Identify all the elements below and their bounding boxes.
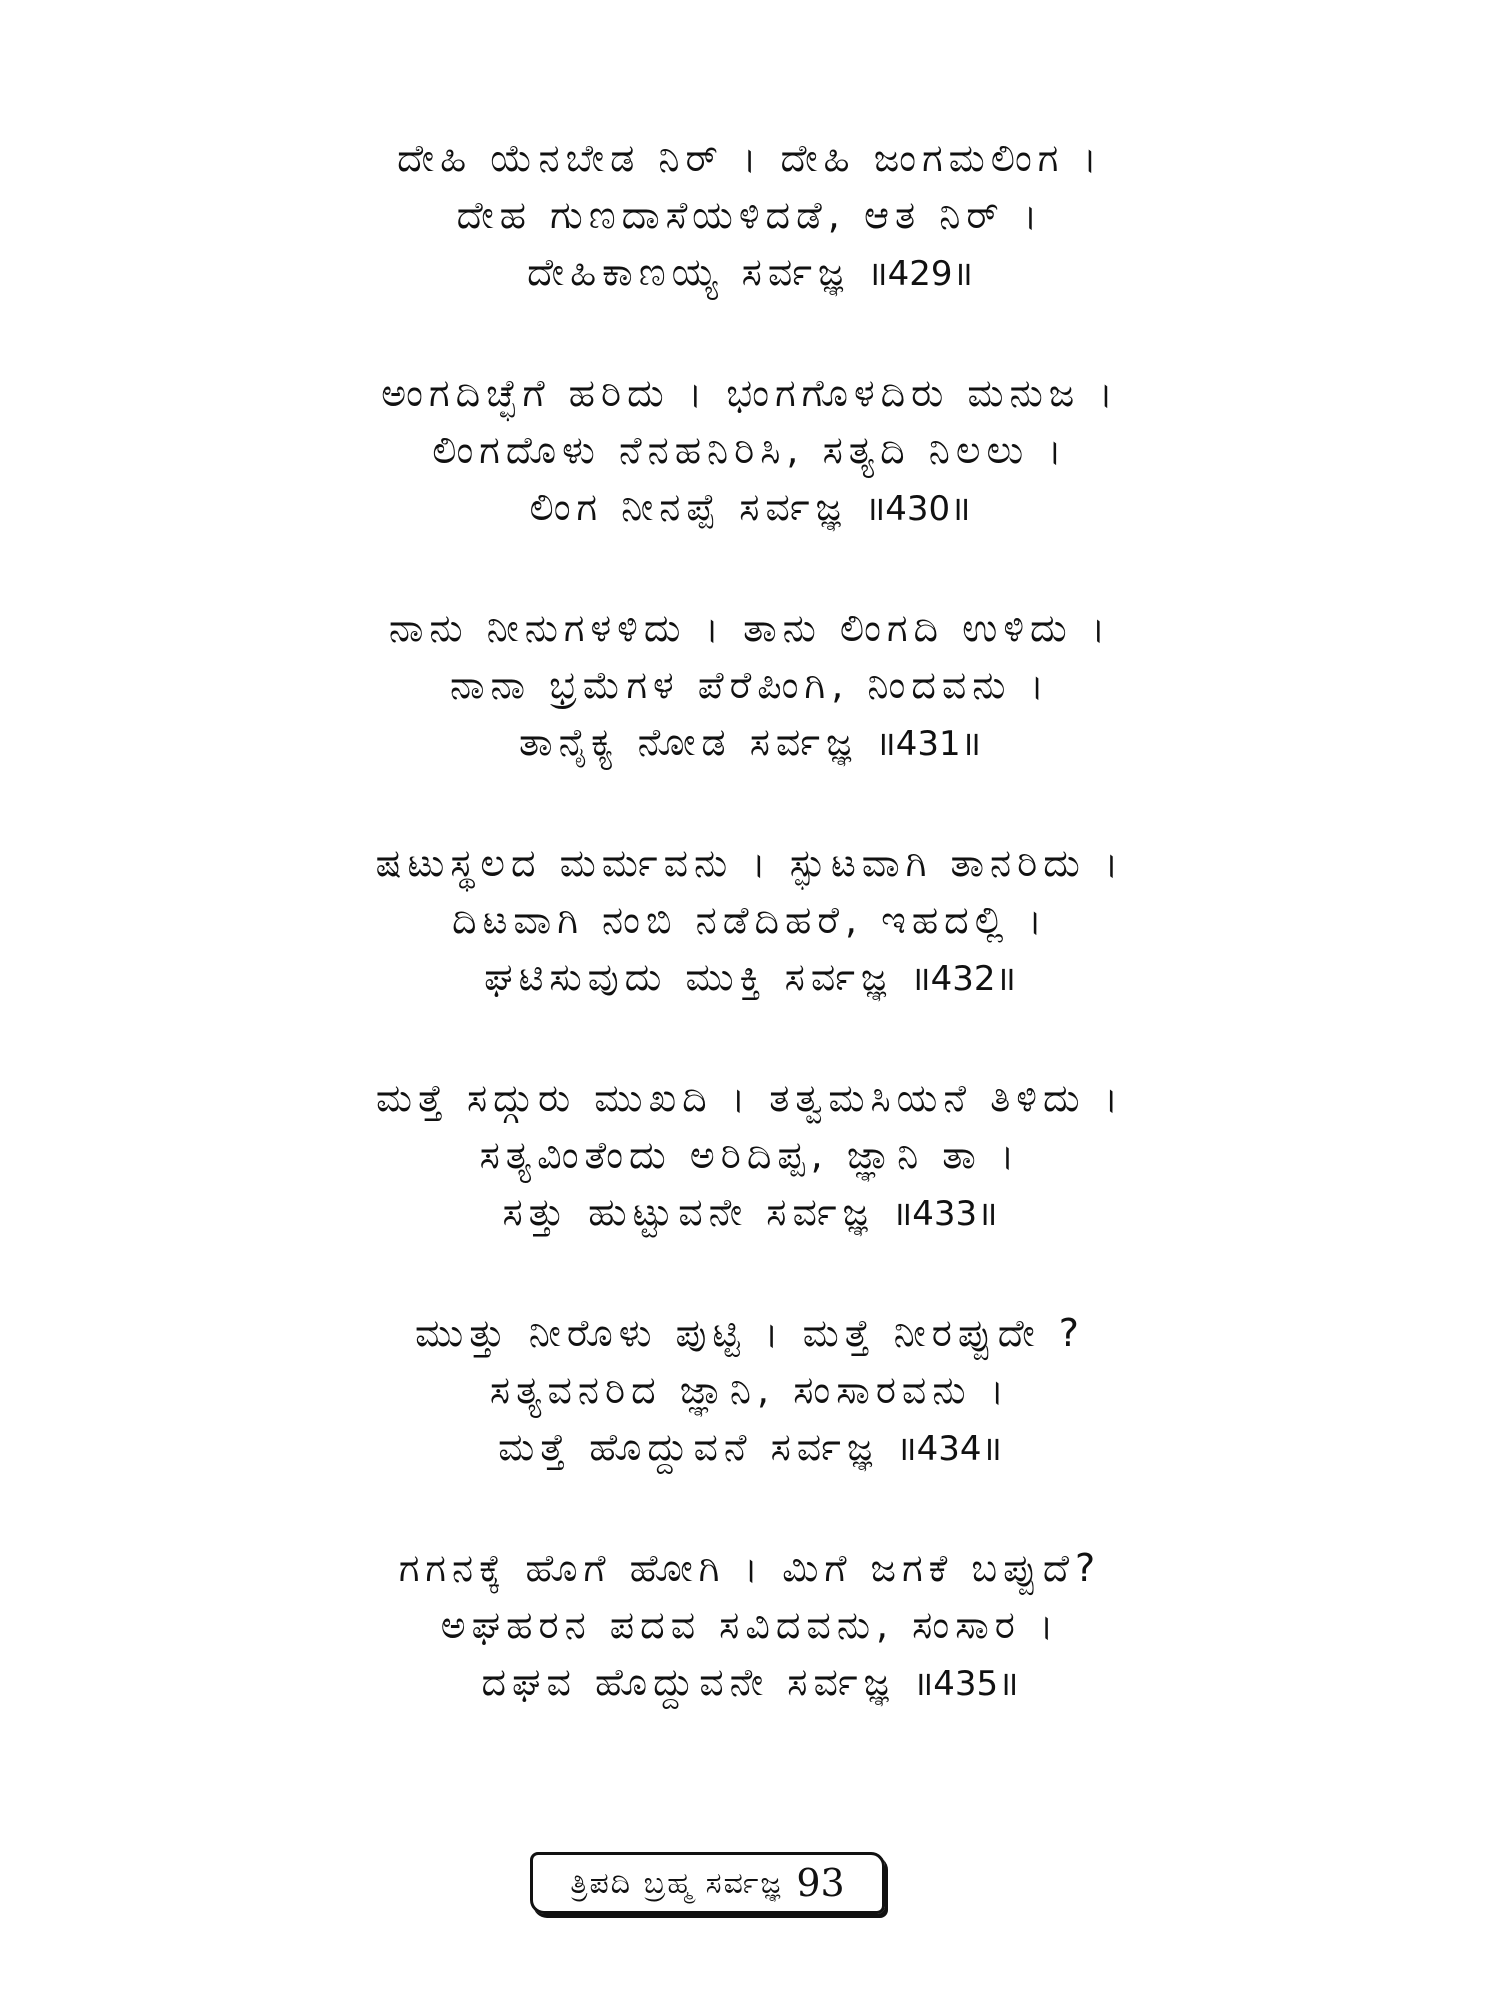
- verse-line-3-text: ದಘವ ಹೊದ್ದುವನೇ ಸರ್ವಜ್ಞ: [481, 1660, 895, 1704]
- verse-line-2: ಅಘಹರನ ಪದವ ಸವಿದವನು, ಸಂಸಾರ ।: [440, 1603, 1060, 1647]
- verse-line-1: ದೇಹಿ ಯೆನಬೇಡ ನಿರ್ । ದೇಹಿ ಜಂಗಮಲಿಂಗ ।: [397, 136, 1103, 180]
- verse-line-1: ನಾನು ನೀನುಗಳಳಿದು । ತಾನು ಲಿಂಗದಿ ಉಳಿದು ।: [388, 606, 1112, 650]
- verse-line-3-text: ಲಿಂಗ ನೀನಪ್ಪೆ ಸರ್ವಜ್ಞ: [529, 485, 847, 529]
- verse-line-1: ಗಗನಕ್ಕೆ ಹೊಗೆ ಹೋಗಿ । ಮಿಗೆ ಜಗಕೆ ಬಪ್ಪುದೆ?: [398, 1546, 1102, 1590]
- verse-line-3: [300, 479, 1200, 538]
- verse-line-3-text: ದೇಹಿಕಾಣಯ್ಯ ಸರ್ವಜ್ಞ: [527, 250, 850, 294]
- page-footer: [530, 1852, 885, 1914]
- verse-435: [300, 1540, 1200, 1713]
- verse-line-3-text: ಸತ್ತು ಹುಟ್ಟುವನೇ ಸರ್ವಜ್ಞ: [502, 1190, 874, 1234]
- verse-line-3: [300, 244, 1200, 303]
- verse-number: ॥429॥: [867, 254, 973, 294]
- verse-line-2: ಲಿಂಗದೊಳು ನೆನಹನಿರಿಸಿ, ಸತ್ಯದಿ ನಿಲಲು ।: [432, 428, 1068, 472]
- verse-line-3-text: ಘಟಿಸುವುದು ಮುಕ್ತಿ ಸರ್ವಜ್ಞ: [484, 955, 893, 999]
- verse-line-3-text: ಮತ್ತೆ ಹೊದ್ದುವನೆ ಸರ್ವಜ್ಞ: [498, 1425, 879, 1469]
- verse-line-2: ದಿಟವಾಗಿ ನಂಬಿ ನಡೆದಿಹರೆ, ಇಹದಲ್ಲಿ ।: [452, 898, 1048, 942]
- verse-number: ॥435॥: [912, 1664, 1019, 1704]
- page-number: 93: [796, 1861, 845, 1905]
- verse-line-1: ಅಂಗದಿಚ್ಛೆಗೆ ಹರಿದು । ಭಂಗಗೊಳದಿರು ಮನುಜ ।: [381, 371, 1119, 415]
- verse-line-2: ನಾನಾ ಭ್ರಮೆಗಳ ಪೆರೆಪಿಂಗಿ, ನಿಂದವನು ।: [450, 663, 1050, 707]
- verse-430: [300, 365, 1200, 538]
- verse-432: [300, 835, 1200, 1008]
- book-title: ತ್ರಿಪದಿ ಬ್ರಹ್ಮ ಸರ್ವಜ್ಞ: [570, 1865, 783, 1901]
- verse-line-1: ಮುತ್ತು ನೀರೊಳು ಪುಟ್ಟಿ । ಮತ್ತೆ ನೀರಪ್ಪುದೇ ?: [415, 1311, 1085, 1355]
- verse-429: [300, 130, 1200, 303]
- verse-line-3: [300, 714, 1200, 773]
- verse-number: ॥434॥: [896, 1429, 1002, 1469]
- verse-line-3-text: ತಾನೈಕ್ಯ ನೋಡ ಸರ್ವಜ್ಞ: [519, 720, 858, 764]
- verse-number: ॥433॥: [891, 1194, 998, 1234]
- verse-line-3: [300, 949, 1200, 1008]
- verse-line-2: ಸತ್ಯವನರಿದ ಜ್ಞಾನಿ, ಸಂಸಾರವನು ।: [489, 1368, 1011, 1412]
- verse-line-3: [300, 1184, 1200, 1243]
- verse-434: [300, 1305, 1200, 1478]
- verse-433: [300, 1070, 1200, 1243]
- verse-list: [300, 130, 1200, 1775]
- verse-number: ॥431॥: [875, 724, 981, 764]
- verse-line-1: ಷಟುಸ್ಥಲದ ಮರ್ಮವನು । ಸ್ಫುಟವಾಗಿ ತಾನರಿದು ।: [375, 841, 1125, 885]
- verse-number: ॥432॥: [910, 959, 1016, 999]
- verse-line-2: ದೇಹ ಗುಣದಾಸೆಯಳಿದಡೆ, ಆತ ನಿರ್ ।: [456, 193, 1044, 237]
- verse-line-3: [300, 1654, 1200, 1713]
- verse-431: [300, 600, 1200, 773]
- verse-line-1: ಮತ್ತೆ ಸದ್ಗುರು ಮುಖದಿ । ತತ್ವಮಸಿಯನೆ ತಿಳಿದು ।: [375, 1076, 1125, 1120]
- verse-line-2: ಸತ್ಯವಿಂತೆಂದು ಅರಿದಿಪ್ಪ, ಜ್ಞಾನಿ ತಾ ।: [479, 1133, 1021, 1177]
- verse-line-3: [300, 1419, 1200, 1478]
- verse-number: ॥430॥: [864, 489, 971, 529]
